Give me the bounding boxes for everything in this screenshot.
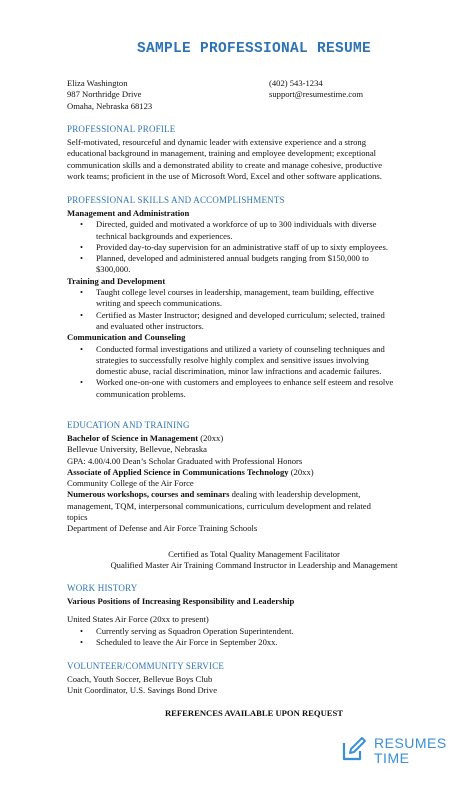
profile-line: communication skills and a demonstrated ability to create and manage cohesive, productive <box>67 159 383 170</box>
contact-address-line1: 987 Northridge Drive <box>67 89 142 100</box>
volunteer-line: Unit Coordinator, U.S. Savings Bond Drive <box>67 685 218 696</box>
logo-line2: TIME <box>374 750 410 766</box>
bullet-line: • Provided day-to-day supervision for an administrative staff of up to sixty employees. <box>96 241 388 252</box>
contact-address-line2: Omaha, Nebraska 68123 <box>67 100 153 111</box>
bullet-line: • Certified as Master Instructor; designed and developed curriculum; selected, trained <box>96 309 385 320</box>
education-section <box>67 433 441 535</box>
bullet-line: $300,000. <box>96 264 131 275</box>
logo-text <box>374 736 447 766</box>
skills-heading: PROFESSIONAL SKILLS AND ACCOMPLISHMENTS <box>67 195 285 205</box>
list-item: • Scheduled to leave the Air Force in September 20xx. <box>67 637 441 648</box>
degree-title: Bachelor of Science in Management <box>67 433 199 443</box>
bullet-line: domestic abuse, racial discrimination, minor law infractions and academic failures. <box>96 366 382 377</box>
volunteer-heading: VOLUNTEER/COMMUNITY SERVICE <box>67 661 225 671</box>
contact-name: Eliza Washington <box>67 78 128 88</box>
profile-heading: PROFESSIONAL PROFILE <box>67 124 176 134</box>
contact-phone: (402) 543-1234 <box>269 78 323 88</box>
list-item <box>67 377 441 400</box>
bullet-line: • Worked one-on-one with customers and employees to enhance self esteem and resolve <box>96 377 394 388</box>
certification-line: Qualified Master Air Training Command Instructor in Leadership and Management <box>110 560 398 571</box>
workshops-line: topics <box>67 512 88 523</box>
workshops-text: dealing with leadership development, <box>229 489 361 500</box>
work-title: Various Positions of Increasing Responsibility and Leadership <box>67 596 295 606</box>
skills-list <box>67 219 441 275</box>
skills-section <box>67 208 441 400</box>
work-employer: United States Air Force (20xx to present) <box>67 614 209 625</box>
profile-line: work teams; proficient in the use of Microsoft Word, Excel and other software applications. <box>67 170 382 181</box>
bullet-line: • Conducted formal investigations and utilized a variety of counseling techniques and <box>96 343 385 354</box>
degree-year: (20xx) <box>288 466 314 477</box>
volunteer-section <box>67 674 441 697</box>
volunteer-line: Coach, Youth Soccer, Bellevue Boys Club <box>67 674 213 684</box>
degree-title: Associate of Applied Science in Communications Technology <box>67 466 289 477</box>
resumes-time-logo <box>340 735 450 769</box>
contact-right <box>269 78 363 101</box>
work-list <box>67 626 441 649</box>
profile-line: Self-motivated, resourceful and dynamic leader with extensive experience and a strong <box>67 137 366 147</box>
bullet-line: • Planned, developed and administered annual budgets ranging from $150,000 to <box>96 253 369 264</box>
workshops-line: management, TQM, interpersonal communications, curriculum development and related <box>67 500 371 511</box>
work-section <box>67 596 441 648</box>
list-item <box>67 242 441 253</box>
list-item <box>67 219 441 242</box>
resume-title: SAMPLE PROFESSIONAL RESUME <box>136 41 372 57</box>
work-heading: WORK HISTORY <box>67 583 138 593</box>
list-item: • Currently serving as Squadron Operation Superintendent. <box>67 626 441 637</box>
skills-list <box>67 344 441 400</box>
pencil-square-icon <box>340 735 368 763</box>
degree-gpa: GPA: 4.00/4.00 Dean’s Scholar Graduated with Professional Honors <box>67 455 303 466</box>
references-note: REFERENCES AVAILABLE UPON REQUEST <box>164 708 344 718</box>
skills-group-title: Management and Administration <box>67 208 190 218</box>
skills-group-title: Communication and Counseling <box>67 332 186 343</box>
bullet-line: communication problems. <box>96 388 186 399</box>
certification-line: Certified as Total Quality Management Facilitator <box>168 549 340 559</box>
contact-email: support@resumestime.com <box>269 89 364 100</box>
profile-text <box>67 137 441 182</box>
degree-2 <box>67 467 441 478</box>
degree-year: (20xx) <box>198 433 224 443</box>
list-item <box>67 287 441 310</box>
bullet-line: • Directed, guided and motivated a workforce of up to 300 individuals with diverse <box>96 219 377 230</box>
certifications <box>67 549 441 572</box>
bullet-line: writing and speech communications. <box>96 298 223 309</box>
education-heading: EDUCATION AND TRAINING <box>67 420 190 430</box>
workshops-provider: Department of Defense and Air Force Training Schools <box>67 523 258 534</box>
workshops-line <box>67 489 441 500</box>
degree-school: Community College of the Air Force <box>67 478 194 489</box>
bullet-line: • Taught college level courses in leadership, management, team building, effective <box>96 287 374 298</box>
bullet-line: strategies to successfully resolve highly complex and sensitive issues involving <box>96 354 369 365</box>
spacer <box>67 607 441 614</box>
list-item <box>67 253 441 276</box>
bullet-line: technical backgrounds and experiences. <box>96 230 233 241</box>
skills-list <box>67 287 441 332</box>
workshops-title: Numerous workshops, courses and seminars <box>67 489 230 500</box>
contact-left <box>67 78 152 112</box>
list-item <box>67 310 441 333</box>
bullet-line: and evaluated other instructors. <box>96 320 204 331</box>
logo-line1: RESUMES <box>374 735 447 751</box>
list-item <box>67 344 441 378</box>
degree-school: Bellevue University, Bellevue, Nebraska <box>67 444 208 455</box>
degree-1 <box>67 433 441 444</box>
profile-line: educational background in management, training and employee development; exceptional <box>67 148 377 159</box>
skills-group-title: Training and Development <box>67 275 166 286</box>
